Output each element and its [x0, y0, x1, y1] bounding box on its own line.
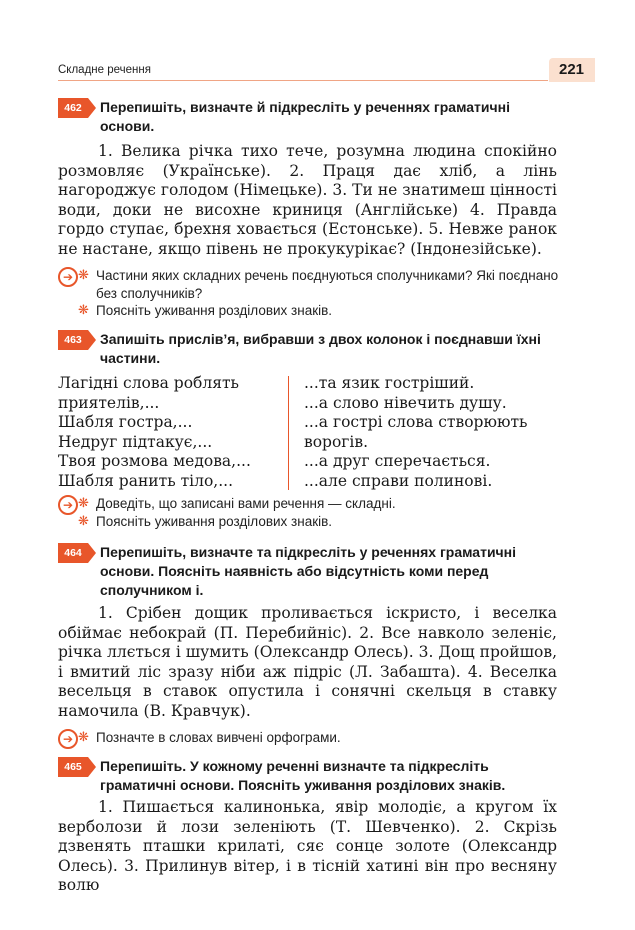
arrow-right-circle-icon: ➔	[58, 495, 78, 515]
task-number-badge: 464	[58, 543, 88, 563]
question-item: ❋ Позначте в словах вивчені орфограми.	[78, 730, 341, 745]
question-item: ❋ Поясніть уживання розділових знаків.	[78, 303, 333, 318]
asterisk-bullet-icon: ❋	[78, 268, 89, 283]
page-number: 221	[549, 58, 595, 82]
arrow-right-circle-icon: ➔	[58, 267, 78, 287]
proverb-part: ...а слово нівечить душу.	[304, 393, 507, 412]
task-heading: Перепишіть, визначте та підкресліть у реченнях граматичні основи. Поясніть наявність або відсутність коми перед сполучником і.	[100, 544, 517, 598]
exercise-paragraph: 1. Срібен дощик проливається іскристо, і веселка обіймає небокрай (П. Перебийніс). 2. Все навколо зеленіє, річка ллється і шумить (Олександр Олесь). 3. Дощ пройшов, і вмитий ліс зразу ніби аж підріс (Л. Забашта). 4. Веселка весельця в ставок опустила і сонячні скельця в ставку намочила (В. Кравчук).	[58, 604, 557, 720]
task-number-badge: 465	[58, 757, 88, 777]
proverb-part: ворогів.	[304, 432, 369, 451]
proverb-part: ...а друг сперечається.	[304, 452, 491, 471]
asterisk-bullet-icon: ❋	[78, 730, 89, 745]
left-column	[58, 374, 283, 492]
questions-block	[58, 267, 568, 320]
page-header	[0, 0, 635, 100]
asterisk-bullet-icon: ❋	[78, 303, 89, 318]
task-text	[58, 798, 557, 896]
right-column	[304, 374, 564, 492]
proverb-part: Шабля ранить тіло,...	[58, 471, 233, 490]
proverb-part: приятелів,...	[58, 393, 160, 412]
section-title: Складне речення	[58, 64, 151, 76]
questions-block	[58, 495, 568, 530]
exercise-paragraph: 1. Велика річка тихо тече, розумна людина спокійно розмовляє (Українське). 2. Праця дає хліб, а лінь нагороджує голодом (Німецьке). 3. Ти не знатимеш цінності води, доки не висохне криниця (Англійське) 4. Правда гордо ступає, брехня ховається (Естонське). 5. Невже ранок не настане, якщо півень не прокукурікає? (Індонезійське).	[58, 142, 557, 258]
arrow-right-circle-icon: ➔	[58, 729, 78, 749]
exercise-paragraph: 1. Пишається калинонька, явір молодіє, а кругом їх верболози й лози зеленіють (Т. Шевченко). 2. Скрізь дзвенять пташки крилаті, сяє сонце золоте (Олександр Олесь). 3. Прилинув вітер, і в тісній хатині він про весняну волю	[58, 798, 557, 895]
task-number-badge: 463	[58, 330, 88, 350]
asterisk-bullet-icon: ❋	[78, 513, 89, 529]
proverb-part: Шабля гостра,...	[58, 413, 193, 432]
task-text	[58, 142, 557, 260]
proverb-part: ...та язик гостріший.	[304, 374, 475, 392]
proverb-part: Твоя розмова медова,...	[58, 452, 251, 471]
task-heading: Перепишіть. У кожному реченні визначте та підкресліть граматичні основи. Поясніть уживання розділових знаків.	[100, 758, 506, 793]
questions-block	[58, 729, 568, 747]
task-text	[58, 604, 557, 722]
header-divider	[58, 80, 548, 81]
proverb-part: ...а гострі слова створюють	[304, 413, 528, 432]
task-heading: Перепишіть, визначте й підкресліть у реченнях граматичні основи.	[100, 99, 510, 134]
task-heading: Запишіть прислів’я, вибравши з двох колонок і поєднавши їхні частини.	[100, 331, 541, 366]
proverb-part: ...але справи полинові.	[304, 471, 493, 490]
column-divider	[288, 376, 289, 490]
question-item: ❋ Частини яких складних речень поєднуються сполучниками? Які поєднано без сполучників?	[78, 268, 559, 301]
task-number-badge: 462	[58, 98, 88, 118]
proverb-part: Лагідні слова роблять	[58, 374, 239, 392]
question-item: ❋ Поясніть уживання розділових знаків.	[78, 513, 333, 529]
asterisk-bullet-icon: ❋	[78, 496, 89, 511]
proverb-part: Недруг підтакує,...	[58, 432, 213, 451]
question-item: ❋ Доведіть, що записані вами речення — складні.	[78, 496, 396, 511]
